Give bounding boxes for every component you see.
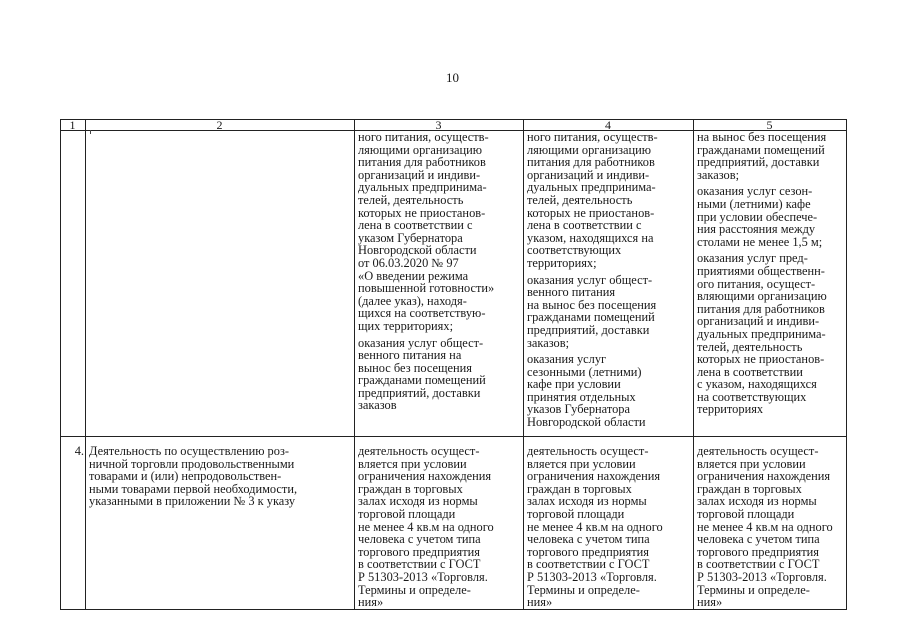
cell-text-line: Деятельность по осуществлению роз-	[89, 444, 289, 458]
cell-text-line: лена в соответствии с	[527, 218, 642, 233]
column-border	[846, 119, 847, 610]
cell-text-line: торгового предприятия	[697, 544, 820, 559]
cell-text-line: гражданами помещений	[697, 142, 825, 157]
cell-text-line: не менее 4 кв.м на одного	[527, 519, 663, 534]
cell-text-line: человека с учетом типа	[527, 532, 650, 547]
cell-text-line: не менее 4 кв.м на одного	[697, 519, 833, 534]
cell-text-line: деятельность осущест-	[697, 444, 819, 458]
cell-text-line: повышенной готовности»	[358, 281, 495, 296]
cell-text-line: соответствующих	[527, 243, 622, 258]
cell-text-line: ными (летними) кафе	[697, 196, 811, 211]
cell-text-line: телей, деятельность	[697, 339, 803, 354]
column-header-1: 1	[69, 118, 76, 132]
cell-text-line: которых не приостанов-	[527, 205, 655, 220]
regulation-table	[60, 119, 847, 610]
cell-text-line: столами не менее 1,5 м;	[697, 234, 823, 249]
cell-text-line: не менее 4 кв.м на одного	[358, 519, 494, 534]
cell-text-line: предприятий, доставки	[697, 155, 820, 170]
cell-text-line: указом, находящихся на	[527, 230, 654, 245]
cell-text-line: деятельность осущест-	[527, 444, 649, 458]
cell-text-line: при условии обеспече-	[697, 209, 818, 224]
cell-text-line: Термины и определе-	[697, 582, 810, 597]
cell-text-line: ного питания, осуществ-	[527, 130, 658, 144]
column-border	[60, 119, 61, 610]
cell-text-line: оказания услуг общест-	[358, 335, 484, 350]
cell-text-line: граждан в торговых	[358, 481, 463, 496]
cell-text-line: питания для работников	[527, 155, 655, 170]
cell-text-line: гражданами помещений	[527, 310, 655, 325]
cell-rule-mark	[90, 130, 91, 134]
row-1-col-5	[697, 131, 827, 416]
cell-text-line: торговой площади	[697, 506, 795, 521]
page-number: 10	[446, 70, 459, 85]
cell-text-line: лена в соответствии	[697, 364, 803, 379]
cell-text-line: ограничения нахождения	[697, 469, 831, 484]
row-2-col-4	[527, 445, 663, 609]
cell-text-line: ограничения нахождения	[358, 469, 492, 484]
cell-text-line: указанными в приложении № 3 к указу	[89, 494, 296, 509]
cell-text-line: торгового предприятия	[358, 544, 481, 559]
cell-text-line: ния»	[358, 595, 384, 610]
cell-text-line: щихся на соответствую-	[358, 306, 486, 321]
cell-text-line: предприятий, доставки	[527, 322, 650, 337]
row-2-col-2	[89, 445, 297, 508]
cell-text-line: ляющими организацию	[358, 142, 483, 157]
cell-text-line: на вынос без посещения	[697, 130, 827, 144]
cell-text-line: Новгородской области	[358, 243, 477, 258]
cell-text-line: ляющими организацию	[527, 142, 652, 157]
cell-text-line: человека с учетом типа	[358, 532, 481, 547]
column-border	[693, 119, 694, 610]
cell-text-line: деятельность осущест-	[358, 444, 480, 458]
cell-text-line: которых не приостанов-	[358, 205, 486, 220]
cell-text-line: организаций и индиви-	[527, 167, 650, 182]
cell-text-line: (далее указ), находя-	[358, 293, 467, 308]
cell-text-line: вляется при условии	[697, 456, 806, 471]
cell-text-line: гражданами помещений	[358, 373, 486, 388]
cell-text-line: ного питания, осуществ-	[358, 130, 489, 144]
cell-text-line: указов Губернатора	[527, 402, 631, 417]
cell-text-line: телей, деятельность	[527, 192, 633, 207]
cell-text-line: залах исходя из нормы	[358, 494, 478, 509]
cell-text-line: в соответствии с ГОСТ	[358, 557, 481, 572]
cell-text-line: принятия отдельных	[527, 389, 636, 404]
cell-text-line: заказов	[358, 398, 397, 413]
cell-text-line: щих территориях;	[358, 318, 454, 333]
cell-text-line: сезонными (летними)	[527, 364, 642, 379]
cell-text-line: ого питания, осущест-	[697, 276, 816, 291]
cell-text-line: оказания услуг	[527, 352, 607, 367]
column-header-3: 3	[435, 118, 442, 132]
cell-text-line: лена в соответствии с	[358, 218, 473, 233]
cell-text-line: телей, деятельность	[358, 192, 464, 207]
cell-text-line: Новгородской области	[527, 415, 646, 430]
cell-text-line: Термины и определе-	[527, 582, 640, 597]
cell-text-line: территориях;	[527, 255, 597, 270]
cell-text-line: территориях	[697, 402, 764, 417]
table-bottom-border	[60, 609, 847, 610]
cell-text-line: венного питания на	[358, 348, 462, 363]
cell-text-line: оказания услуг сезон-	[697, 184, 813, 199]
cell-text-line: питания для работников	[697, 301, 825, 316]
cell-text-line: «О введении режима	[358, 268, 469, 283]
cell-text-line: дуальных предпринима-	[358, 180, 487, 195]
cell-text-line: оказания услуг пред-	[697, 251, 808, 266]
cell-text-line: вляется при условии	[358, 456, 467, 471]
row-1-col-3	[358, 131, 494, 412]
cell-text-line: граждан в торговых	[527, 481, 632, 496]
cell-text-line: Термины и определе-	[358, 582, 471, 597]
column-header-4: 4	[605, 118, 611, 132]
cell-text-line: ными товарами первой необходимости,	[89, 481, 298, 496]
cell-text-line: предприятий, доставки	[358, 385, 481, 400]
cell-text-line: дуальных предпринима-	[697, 326, 826, 341]
cell-text-line: с указом, находящихся	[697, 377, 817, 392]
column-border	[354, 119, 355, 610]
row-2-number: 4.	[74, 444, 84, 458]
cell-text-line: питания для работников	[358, 155, 486, 170]
cell-text-line: Р 51303-2013 «Торговля.	[527, 569, 657, 584]
cell-text-line: указом Губернатора	[358, 230, 463, 245]
cell-text-line: ограничения нахождения	[527, 469, 661, 484]
cell-text-line: организаций и индиви-	[358, 167, 481, 182]
cell-text-line: дуальных предпринима-	[527, 180, 656, 195]
cell-text-line: человека с учетом типа	[697, 532, 820, 547]
cell-text-line: залах исходя из нормы	[527, 494, 647, 509]
cell-text-line: в соответствии с ГОСТ	[697, 557, 820, 572]
cell-text-line: на вынос без посещения	[527, 297, 657, 312]
cell-text-line: граждан в торговых	[697, 481, 802, 496]
cell-text-line: которых не приостанов-	[697, 352, 825, 367]
cell-text-line: от 06.03.2020 № 97	[358, 255, 459, 270]
cell-text-line: залах исходя из нормы	[697, 494, 817, 509]
cell-text-line: кафе при условии	[527, 377, 621, 392]
cell-text-line: венного питания	[527, 285, 616, 300]
cell-text-line: вляется при условии	[527, 456, 636, 471]
column-border	[85, 119, 86, 610]
cell-text-line: заказов;	[697, 167, 740, 182]
cell-text-line: товарами и (или) непродовольствен-	[89, 469, 282, 484]
cell-text-line: ничной торговли продовольственными	[89, 456, 295, 471]
cell-text-line: вляющими организацию	[697, 289, 827, 304]
cell-text-line: вынос без посещения	[358, 360, 472, 375]
column-border	[523, 119, 524, 610]
cell-text-line: Р 51303-2013 «Торговля.	[358, 569, 488, 584]
cell-text-line: на соответствующих	[697, 389, 807, 404]
cell-text-line: торговой площади	[527, 506, 625, 521]
cell-text-line: оказания услуг общест-	[527, 272, 653, 287]
cell-text-line: ния расстояния между	[697, 222, 816, 237]
cell-text-line: торговой площади	[358, 506, 456, 521]
cell-text-line: торгового предприятия	[527, 544, 650, 559]
row-2-col-3	[358, 445, 494, 609]
cell-text-line: Р 51303-2013 «Торговля.	[697, 569, 827, 584]
cell-text-line: в соответствии с ГОСТ	[527, 557, 650, 572]
cell-text-line: ния»	[697, 595, 723, 610]
row-2-col-5	[697, 445, 833, 609]
cell-text-line: заказов;	[527, 335, 570, 350]
cell-text-line: приятиями общественн-	[697, 263, 825, 278]
column-header-2: 2	[216, 118, 223, 132]
row-1-col-4	[527, 131, 658, 429]
row-separator	[60, 436, 847, 437]
column-header-5: 5	[766, 118, 773, 132]
cell-text-line: ния»	[527, 595, 553, 610]
cell-text-line: организаций и индиви-	[697, 314, 820, 329]
